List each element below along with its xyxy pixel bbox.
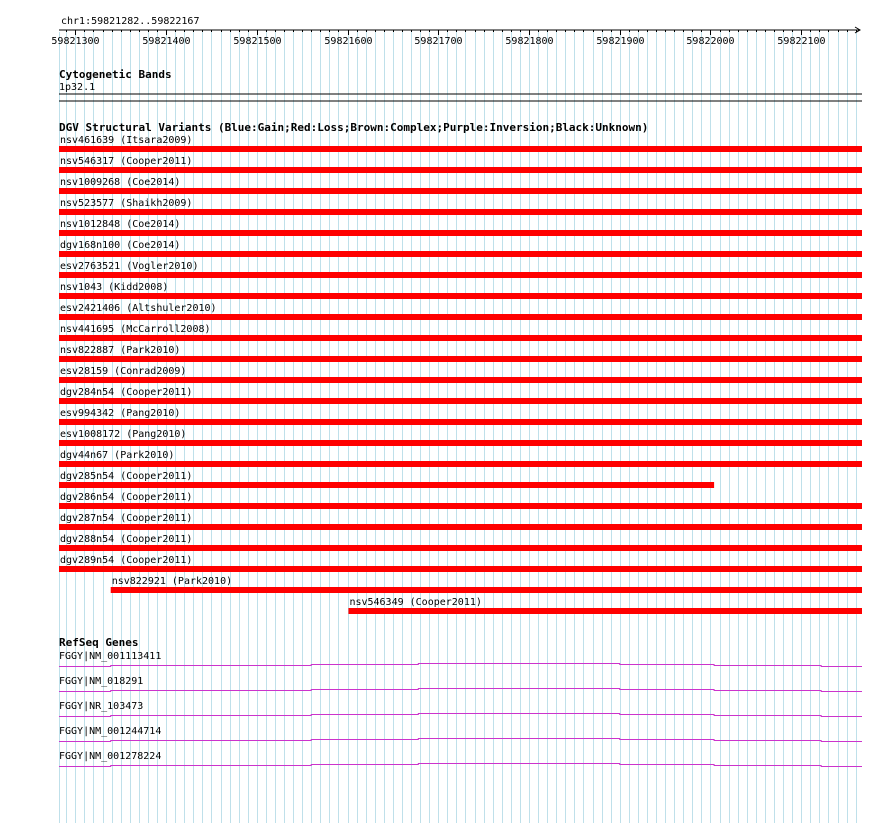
refseq-transcript-label[interactable]: FGGY|NM_001244714 bbox=[59, 726, 162, 737]
refseq-transcript-line[interactable] bbox=[59, 664, 862, 667]
dgv-feature[interactable] bbox=[59, 429, 862, 446]
dgv-feature-label[interactable]: esv1008172 (Pang2010) bbox=[60, 429, 187, 440]
ruler-tick-label: 59821300 bbox=[51, 36, 100, 47]
refseq-transcripts bbox=[59, 651, 862, 767]
dgv-feature-label[interactable]: nsv822887 (Park2010) bbox=[60, 345, 181, 356]
dgv-feature[interactable] bbox=[348, 597, 862, 614]
dgv-feature-bar[interactable] bbox=[59, 566, 862, 572]
dgv-feature-label[interactable]: dgv285n54 (Cooper2011) bbox=[60, 471, 193, 482]
dgv-feature-bar[interactable] bbox=[59, 356, 862, 362]
dgv-feature-label[interactable]: dgv44n67 (Park2010) bbox=[60, 450, 175, 461]
dgv-feature-bar[interactable] bbox=[348, 608, 862, 614]
refseq-transcript[interactable] bbox=[59, 751, 862, 767]
dgv-feature[interactable] bbox=[59, 408, 862, 425]
dgv-feature-label[interactable]: nsv546349 (Cooper2011) bbox=[349, 597, 482, 608]
dgv-feature[interactable] bbox=[59, 345, 862, 362]
dgv-feature-label[interactable]: dgv168n100 (Coe2014) bbox=[60, 240, 181, 251]
cytoband-track bbox=[59, 68, 862, 101]
dgv-feature-bar[interactable] bbox=[59, 335, 862, 341]
refseq-transcript-label[interactable]: FGGY|NM_001278224 bbox=[59, 751, 162, 762]
dgv-feature-label[interactable]: dgv287n54 (Cooper2011) bbox=[60, 513, 193, 524]
dgv-features bbox=[59, 135, 862, 614]
dgv-feature[interactable] bbox=[59, 240, 862, 257]
refseq-transcript-label[interactable]: FGGY|NM_018291 bbox=[59, 676, 144, 687]
dgv-feature-label[interactable]: nsv1012848 (Coe2014) bbox=[60, 219, 181, 230]
dgv-feature-bar[interactable] bbox=[59, 230, 862, 236]
dgv-feature-bar[interactable] bbox=[59, 461, 862, 467]
dgv-feature-label[interactable]: nsv1009268 (Coe2014) bbox=[60, 177, 181, 188]
dgv-feature-label[interactable]: esv994342 (Pang2010) bbox=[60, 408, 181, 419]
dgv-feature-bar[interactable] bbox=[59, 482, 714, 488]
refseq-transcript-line[interactable] bbox=[59, 739, 862, 742]
dgv-feature[interactable] bbox=[59, 366, 862, 383]
dgv-feature[interactable] bbox=[59, 450, 862, 467]
dgv-feature-bar[interactable] bbox=[59, 251, 862, 257]
dgv-feature-label[interactable]: nsv461639 (Itsara2009) bbox=[60, 135, 193, 146]
ruler-tick-label: 59822000 bbox=[686, 36, 735, 47]
dgv-feature-bar[interactable] bbox=[59, 272, 862, 278]
ruler-tick-label: 59821900 bbox=[596, 36, 645, 47]
ruler-tick-label: 59821500 bbox=[233, 36, 282, 47]
ruler-tick-label: 59821700 bbox=[414, 36, 463, 47]
dgv-track bbox=[59, 121, 862, 614]
refseq-transcript[interactable] bbox=[59, 651, 862, 667]
dgv-feature[interactable] bbox=[59, 513, 862, 530]
dgv-feature[interactable] bbox=[59, 156, 862, 173]
refseq-transcript[interactable] bbox=[59, 701, 862, 717]
refseq-track-title: RefSeq Genes bbox=[59, 636, 139, 649]
dgv-feature[interactable] bbox=[111, 576, 862, 593]
dgv-feature-bar[interactable] bbox=[59, 314, 862, 320]
segment-label: chr1:59821282..59822167 bbox=[61, 16, 200, 27]
ruler-tick-label: 59821400 bbox=[142, 36, 191, 47]
dgv-feature[interactable] bbox=[59, 303, 862, 320]
dgv-feature[interactable] bbox=[59, 135, 862, 152]
dgv-feature[interactable] bbox=[59, 324, 862, 341]
dgv-feature[interactable] bbox=[59, 282, 862, 299]
dgv-feature-label[interactable]: dgv286n54 (Cooper2011) bbox=[60, 492, 193, 503]
dgv-feature-bar[interactable] bbox=[59, 188, 862, 194]
dgv-feature-label[interactable]: esv28159 (Conrad2009) bbox=[60, 366, 187, 377]
dgv-feature[interactable] bbox=[59, 177, 862, 194]
dgv-feature-label[interactable]: nsv523577 (Shaikh2009) bbox=[60, 198, 193, 209]
dgv-feature-bar[interactable] bbox=[111, 587, 862, 593]
refseq-track bbox=[59, 636, 862, 767]
refseq-transcript[interactable] bbox=[59, 726, 862, 742]
dgv-feature-bar[interactable] bbox=[59, 524, 862, 530]
ruler-tick-label: 59821600 bbox=[324, 36, 373, 47]
dgv-feature-bar[interactable] bbox=[59, 398, 862, 404]
dgv-feature-bar[interactable] bbox=[59, 293, 862, 299]
dgv-feature-label[interactable]: esv2763521 (Vogler2010) bbox=[60, 261, 199, 272]
dgv-feature-bar[interactable] bbox=[59, 209, 862, 215]
dgv-feature-bar[interactable] bbox=[59, 167, 862, 173]
dgv-feature-bar[interactable] bbox=[59, 377, 862, 383]
cytoband-label: 1p32.1 bbox=[59, 82, 96, 93]
dgv-feature[interactable] bbox=[59, 261, 862, 278]
ruler-tick-label: 59821800 bbox=[505, 36, 554, 47]
dgv-feature-label[interactable]: dgv284n54 (Cooper2011) bbox=[60, 387, 193, 398]
dgv-feature[interactable] bbox=[59, 471, 714, 488]
dgv-feature-bar[interactable] bbox=[59, 440, 862, 446]
dgv-feature-label[interactable]: dgv288n54 (Cooper2011) bbox=[60, 534, 193, 545]
dgv-feature[interactable] bbox=[59, 198, 862, 215]
dgv-feature-label[interactable]: esv2421406 (Altshuler2010) bbox=[60, 303, 217, 314]
dgv-feature-label[interactable]: nsv822921 (Park2010) bbox=[111, 576, 233, 587]
dgv-feature[interactable] bbox=[59, 555, 862, 572]
dgv-feature-bar[interactable] bbox=[59, 503, 862, 509]
refseq-transcript-line[interactable] bbox=[59, 714, 862, 717]
refseq-transcript-label[interactable]: FGGY|NR_103473 bbox=[59, 701, 144, 712]
ruler-tick-label: 59822100 bbox=[777, 36, 826, 47]
dgv-feature[interactable] bbox=[59, 387, 862, 404]
dgv-track-title: DGV Structural Variants (Blue:Gain;Red:Loss;Brown:Complex;Purple:Inversion;Black:Unknown) bbox=[59, 121, 649, 134]
dgv-feature[interactable] bbox=[59, 219, 862, 236]
dgv-feature-label[interactable]: nsv441695 (McCarroll2008) bbox=[60, 324, 211, 335]
dgv-feature-bar[interactable] bbox=[59, 545, 862, 551]
dgv-feature-bar[interactable] bbox=[59, 419, 862, 425]
dgv-feature-label[interactable]: nsv1043 (Kidd2008) bbox=[60, 282, 169, 293]
dgv-feature-label[interactable]: nsv546317 (Cooper2011) bbox=[60, 156, 193, 167]
dgv-feature-label[interactable]: dgv289n54 (Cooper2011) bbox=[60, 555, 193, 566]
refseq-transcript[interactable] bbox=[59, 676, 862, 692]
refseq-transcript-line[interactable] bbox=[59, 689, 862, 692]
dgv-feature[interactable] bbox=[59, 534, 862, 551]
refseq-transcript-label[interactable]: FGGY|NM_001113411 bbox=[59, 651, 162, 662]
ruler-ticks bbox=[51, 30, 856, 47]
refseq-transcript-line[interactable] bbox=[59, 764, 862, 767]
dgv-feature-bar[interactable] bbox=[59, 146, 862, 152]
cytoband-track-title: Cytogenetic Bands bbox=[59, 68, 172, 81]
dgv-feature[interactable] bbox=[59, 492, 862, 509]
